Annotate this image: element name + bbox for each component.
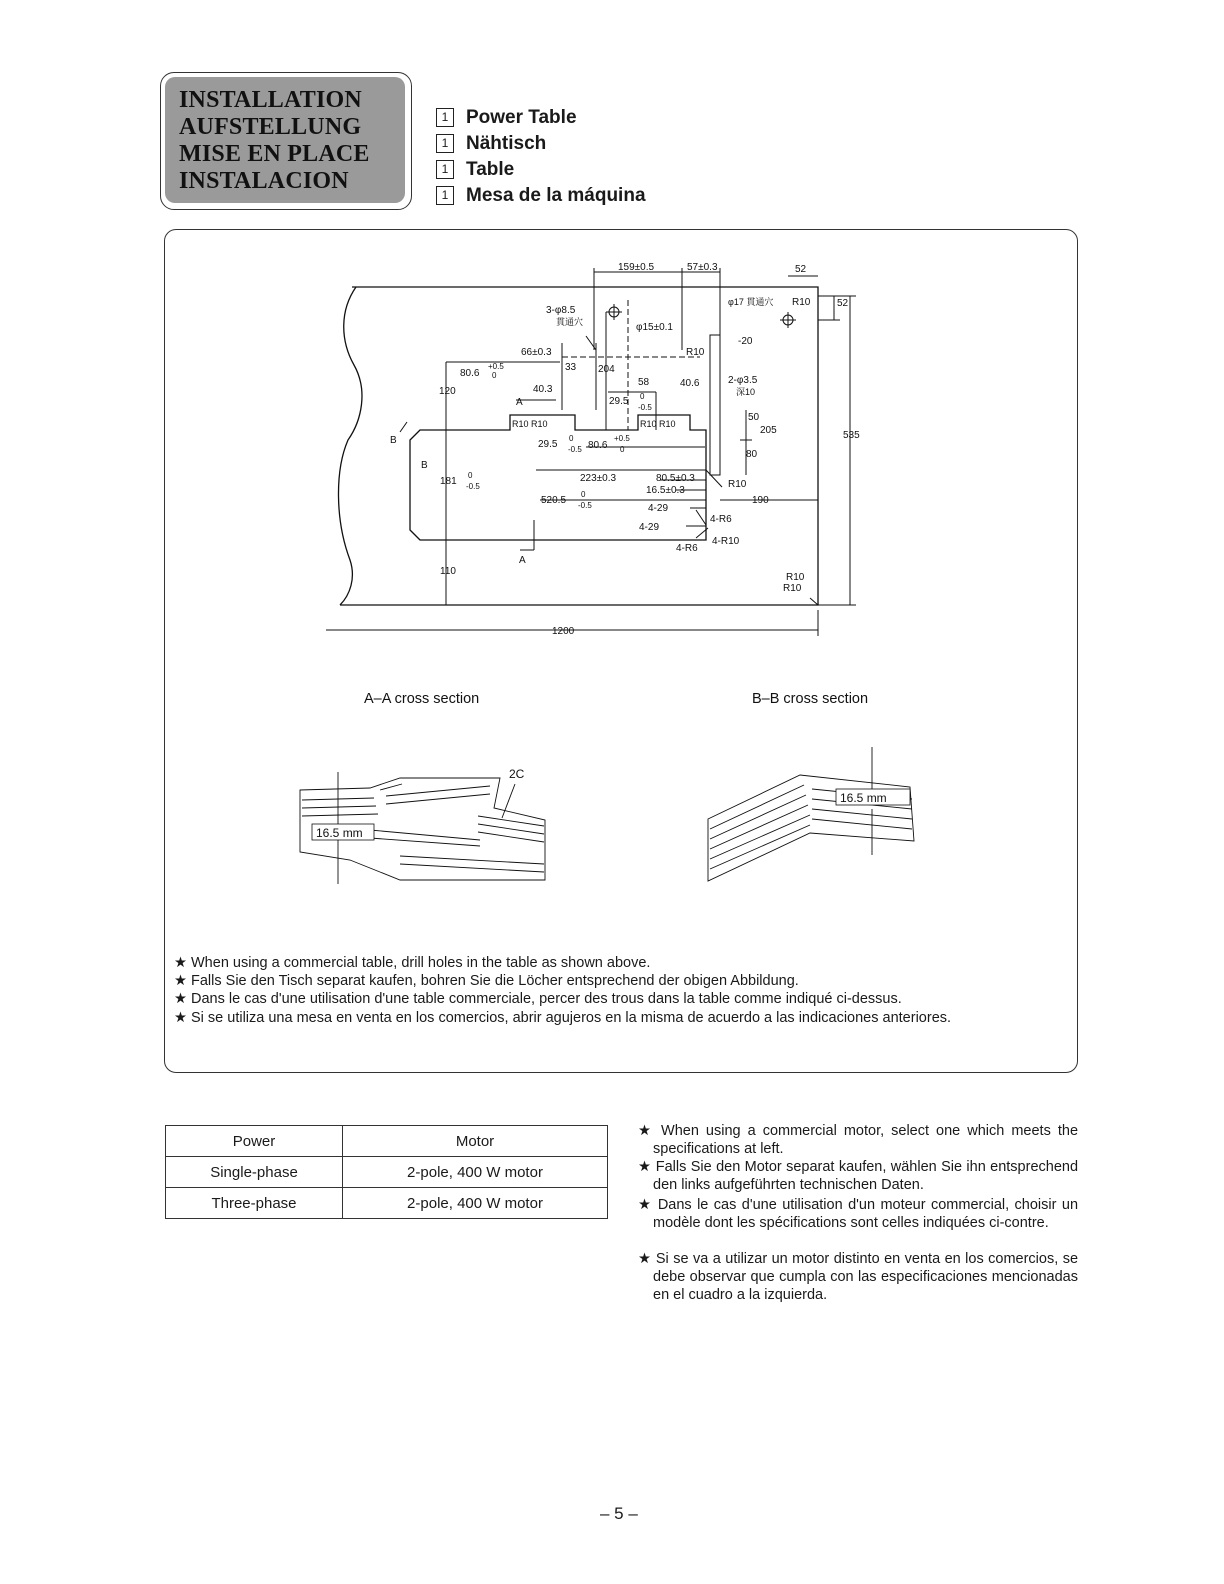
header-title-de: AUFSTELLUNG (179, 114, 362, 140)
note-de: ★ Falls Sie den Tisch separat kaufen, bohren Sie die Löcher entsprechend der obigen Abbildung. (174, 973, 799, 989)
star-icon: ★ (638, 1159, 652, 1175)
dim-4-29-a: 4-29 (648, 503, 669, 514)
dim-2-holes-depth: 深10 (736, 387, 756, 397)
table-header-power: Power (166, 1126, 343, 1157)
dim-80-6-a-tol: +0.5 (488, 362, 504, 371)
table-cell: 2-pole, 400 W motor (343, 1157, 608, 1188)
dim-r10-c: R10 (728, 479, 747, 490)
dim-29-5-b-tol: -0.5 (568, 445, 582, 454)
dim-520-5: 520.5 (541, 495, 567, 506)
table-cell: 2-pole, 400 W motor (343, 1188, 608, 1219)
table-dimension-drawing (0, 0, 1224, 720)
bb-section-caption: B–B cross section (752, 691, 869, 707)
dim-3-holes-jp: 貫通穴 (556, 317, 584, 327)
dim-535: 535 (843, 430, 860, 441)
star-icon: ★ (638, 1251, 652, 1267)
dim-r10-pair-b: R10 R10 (640, 419, 676, 429)
dim-204: 204 (598, 364, 615, 375)
dim-50: 50 (748, 412, 760, 423)
dim-181: 181 (440, 476, 457, 487)
aa-section-caption: A–A cross section (364, 691, 480, 707)
section-number: 1 (436, 160, 454, 179)
section-mark-b-left: B (390, 435, 397, 446)
section-mark-a-top: A (516, 397, 523, 408)
dim-r10-top: R10 (792, 297, 811, 308)
dim-58: 58 (638, 377, 650, 388)
dim-80-6-a-tol0: 0 (492, 371, 497, 380)
header-title-fr: MISE EN PLACE (179, 141, 370, 167)
aa-chamfer-label: 2C (509, 767, 525, 781)
dim-4-r10: 4-R10 (712, 536, 740, 547)
dim-40-6: 40.6 (680, 378, 700, 389)
dim-2-holes: 2-φ3.5 (728, 375, 758, 386)
dim-r10-b: R10 (686, 347, 705, 358)
dim-80-6-b: 80.6 (588, 440, 608, 451)
dim-190: 190 (752, 495, 769, 506)
dim-40-3: 40.3 (533, 384, 553, 395)
dim-29-5-a-tol0: 0 (640, 392, 645, 401)
power-motor-table (165, 1125, 608, 1219)
section-number: 1 (436, 108, 454, 127)
star-icon: ★ (174, 973, 187, 989)
section-title-en-text: Power Table (466, 107, 577, 128)
star-icon: ★ (174, 991, 187, 1007)
dimension-labels (390, 262, 860, 637)
dim-159: 159±0.5 (618, 262, 655, 273)
table-header-motor: Motor (343, 1126, 608, 1157)
dim-80-6-b-tol: +0.5 (614, 434, 630, 443)
page-number: – 5 – (600, 1504, 638, 1523)
table-header-row (166, 1126, 608, 1157)
dim-29-5-b-tol0: 0 (569, 434, 574, 443)
header-title-es: INSTALACION (179, 168, 349, 194)
dim-29-5-a: 29.5 (609, 396, 629, 407)
note-fr: ★ Dans le cas d'une utilisation d'une table commerciale, percer des trous dans la table comme indiqué ci-dessus. (174, 991, 902, 1007)
section-mark-b-bottom: B (421, 460, 428, 471)
table-cell: Single-phase (166, 1157, 343, 1188)
dim-3-holes: 3-φ8.5 (546, 305, 576, 316)
dim-4-29-b: 4-29 (639, 522, 660, 533)
motor-note-es: ★ Si se va a utilizar un motor distinto en venta en los comercios, se debe observar que cumpla con las especificaciones mencionadas en el cuadro a la izquierda. (638, 1251, 1079, 1303)
aa-cross-section-drawing (290, 760, 560, 890)
section-title-es-text: Mesa de la máquina (466, 185, 646, 206)
dim-29-5-a-tol: -0.5 (638, 403, 652, 412)
star-icon: ★ (174, 1010, 187, 1026)
table-row (166, 1157, 608, 1188)
dim-52-right: 52 (837, 298, 849, 309)
section-mark-a-bottom: A (519, 555, 526, 566)
note-es: ★ Si se utiliza una mesa en venta en los comercios, abrir agujeros en la misma de acuerdo a las indicaciones anteriores. (174, 1010, 952, 1026)
dim-4-r6-a: 4-R6 (710, 514, 732, 525)
dim-r10-pair-a: R10 R10 (512, 419, 548, 429)
dim-20: -20 (738, 336, 753, 347)
dim-223: 223±0.3 (580, 473, 617, 484)
dim-1200: 1200 (552, 626, 575, 637)
section-title-fr-text: Table (466, 159, 515, 180)
dim-16-5: 16.5±0.3 (646, 485, 685, 496)
dim-15-hole: φ15±0.1 (636, 322, 673, 333)
dim-33: 33 (565, 362, 577, 373)
motor-note-de: ★ Falls Sie den Motor separat kaufen, wählen Sie ihn entsprechend den links aufgeführten technischen Daten. (638, 1159, 1079, 1193)
motor-note-fr: ★ Dans le cas d'une utilisation d'un moteur commercial, choisir un modèle dont les spécifications sont celles indiquées ci-contre. (638, 1197, 1079, 1231)
dim-110: 110 (440, 566, 456, 577)
dim-17-hole: φ17 貫通穴 (728, 297, 774, 307)
bb-thickness-label: 16.5 mm (840, 791, 887, 805)
section-number: 1 (436, 134, 454, 153)
dim-205: 205 (760, 425, 777, 436)
dim-29-5-b: 29.5 (538, 439, 558, 450)
star-icon: ★ (638, 1123, 654, 1139)
dim-120: 120 (439, 386, 456, 397)
dim-r10-d: R10 (786, 572, 805, 583)
section-title-de-text: Nähtisch (466, 133, 547, 154)
dim-66: 66±0.3 (521, 347, 552, 358)
dim-181-tol: -0.5 (466, 482, 480, 491)
dim-52-top: 52 (795, 264, 807, 275)
dim-r10-e: R10 (783, 583, 802, 594)
dim-80-6-b-tol0: 0 (620, 445, 625, 454)
header-title-en: INSTALLATION (179, 87, 362, 113)
dim-80: 80 (746, 449, 758, 460)
dim-520-5-tol0: 0 (581, 490, 586, 499)
note-en: ★ When using a commercial table, drill holes in the table as shown above. (174, 955, 651, 971)
dim-520-5-tol: -0.5 (578, 501, 592, 510)
motor-note-en: ★ When using a commercial motor, select one which meets the specifications at left. (638, 1123, 1079, 1157)
dim-4-r6-b: 4-R6 (676, 543, 698, 554)
dim-80-5: 80.5±0.3 (656, 473, 695, 484)
dim-57: 57±0.3 (687, 262, 718, 273)
star-icon: ★ (638, 1197, 653, 1213)
section-number: 1 (436, 186, 454, 205)
dim-80-6-a: 80.6 (460, 368, 480, 379)
star-icon: ★ (174, 955, 187, 971)
aa-thickness-label: 16.5 mm (316, 826, 363, 840)
bb-cross-section-drawing (700, 745, 930, 885)
table-cell: Three-phase (166, 1188, 343, 1219)
table-row (166, 1188, 608, 1219)
dim-181-tol0: 0 (468, 471, 473, 480)
